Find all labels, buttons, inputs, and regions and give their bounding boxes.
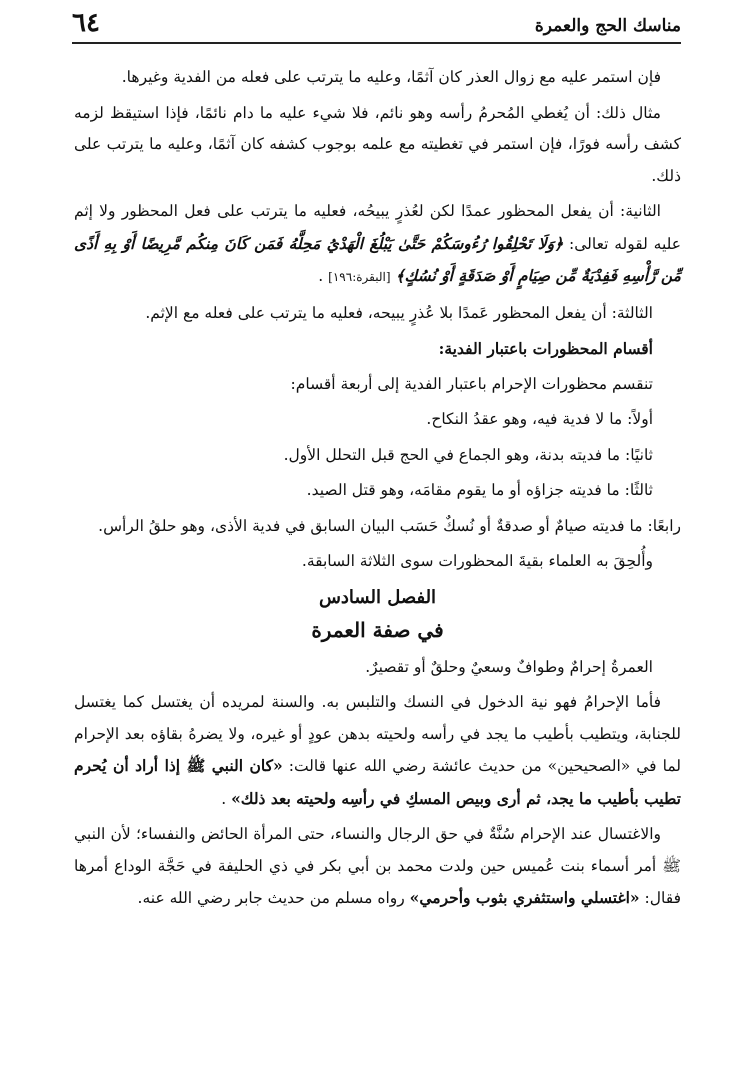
page-number: ٦٤ [72, 8, 100, 38]
list-item: ثالثًا: ما فديته جزاؤه أو ما يقوم مقامَه، وهو قتل الصيد. [306, 481, 653, 499]
paragraph [74, 819, 681, 915]
paragraph: الثالثة: أن يفعل المحظور عَمدًا بلا عُذرٍ يبيحه، فعليه ما يترتب على فعله مع الإثم. [145, 303, 653, 322]
verse-reference: [البقرة:١٩٦] [328, 270, 391, 284]
chapter-title: في صفة العمرة [311, 617, 444, 642]
paragraph-end: . [221, 789, 227, 808]
page-header [72, 6, 681, 44]
quran-verse: ﴿وَلَا تَحْلِقُوا رُءُوسَكُمْ حَتَّىٰ يَبْلُغَ الْهَدْيُ مَحِلَّهُ فَمَن كَانَ مِنكُم مَّرِيضًا أَوْ بِهِ أَذًى مِّن رَّأْسِهِ فَفِدْيَةٌ مِّن صِيَامٍ أَوْ صَدَقَةٍ أَوْ نُسُكٍ﴾ [74, 233, 681, 285]
paragraph: فإن استمر عليه مع زوال العذر كان آثمًا، وعليه ما يترتب على فعله من الفدية وغيرها. [121, 68, 661, 86]
page-body [74, 62, 681, 919]
paragraph: مثال ذلك: أن يُغطي المُحرمُ رأسه وهو نائم، فلا شيء عليه ما دام نائمًا، فإذا استيقظ لزمه كشف رأسه فورًا، فإن استمر في تغطيته مع علمه بوجوب كشفه كان آثمًا، وعليه ما يترتب على ذلك. [74, 103, 681, 185]
section-heading: أقسام المحظورات باعتبار الفدية: [438, 339, 653, 358]
list-item: ثانيًا: ما فديته بدنة، وهو الجماع في الحج قبل التحلل الأول. [283, 445, 653, 464]
paragraph [74, 687, 681, 815]
paragraph-lead: فأما الإحرامُ فهو نية الدخول في النسك والتلبس به. والسنة لمريده أن يغتسل كما يغتسل للجنابة، ويتطيب بأطيب ما يجد في رأسه ولحيته بدهن عودٍ أو غيره، ولا يضرهُ بقاؤه بعد الإحرام لما في «الصحيحين» من حديث عائشة رضي الله عنها قالت: [74, 693, 682, 775]
paragraph-lead: الثانية: أن يفعل المحظور عمدًا لكن لعُذرٍ يبيحُه، فعليه ما يترتب على فعل المحظور ولا إثم عليه لقوله تعالى: [74, 202, 682, 253]
paragraph-end: رواه مسلم من حديث جابر رضي الله عنه. [137, 889, 405, 907]
paragraph: العمرةُ إحرامٌ وطوافٌ وسعيٌ وحلقٌ أو تقصيرٌ. [365, 657, 653, 676]
list-item: أولاً: ما لا فدية فيه، وهو عقدُ النكاح. [426, 410, 653, 428]
running-title: مناسك الحج والعمرة [534, 16, 681, 36]
list-item: رابعًا: ما فديته صيامٌ أو صدقةٌ أو نُسكٌ حَسَب البيان السابق في فدية الأذى، وهو حلقُ الرأس. [98, 516, 681, 535]
paragraph [74, 196, 681, 294]
paragraph-lead: والاغتسال عند الإحرام سُنَّةٌ في حق الرجال والنساء، حتى المرأة الحائض والنفساء؛ لأن النبي ﷺ أمر أسماء بنت عُميس حين ولدت محمد بن أبي بكر في ذي الحليفة في حَجَّة الوداع أمرها فقال: [74, 825, 681, 907]
chapter-heading [74, 582, 681, 646]
paragraph: وأُلحِقَ به العلماء بقيةَ المحظورات سوى الثلاثة السابقة. [301, 552, 653, 570]
chapter-number: الفصل السادس [318, 586, 437, 608]
paragraph-end: . [318, 267, 324, 285]
paragraph: تنقسم محظورات الإحرام باعتبار الفدية إلى أربعة أقسام: [290, 374, 653, 393]
hadith-quote: «اغتسلي واستثفري بثوب وأحرمي» [409, 888, 640, 907]
hadith-quote: «كان النبي ﷺ إذا أراد أن يُحرم تطيب بأطيب ما يجد، ثم أرى وبيص المسكِ في رأسِه ولحيته بعد ذلك» [74, 756, 681, 808]
